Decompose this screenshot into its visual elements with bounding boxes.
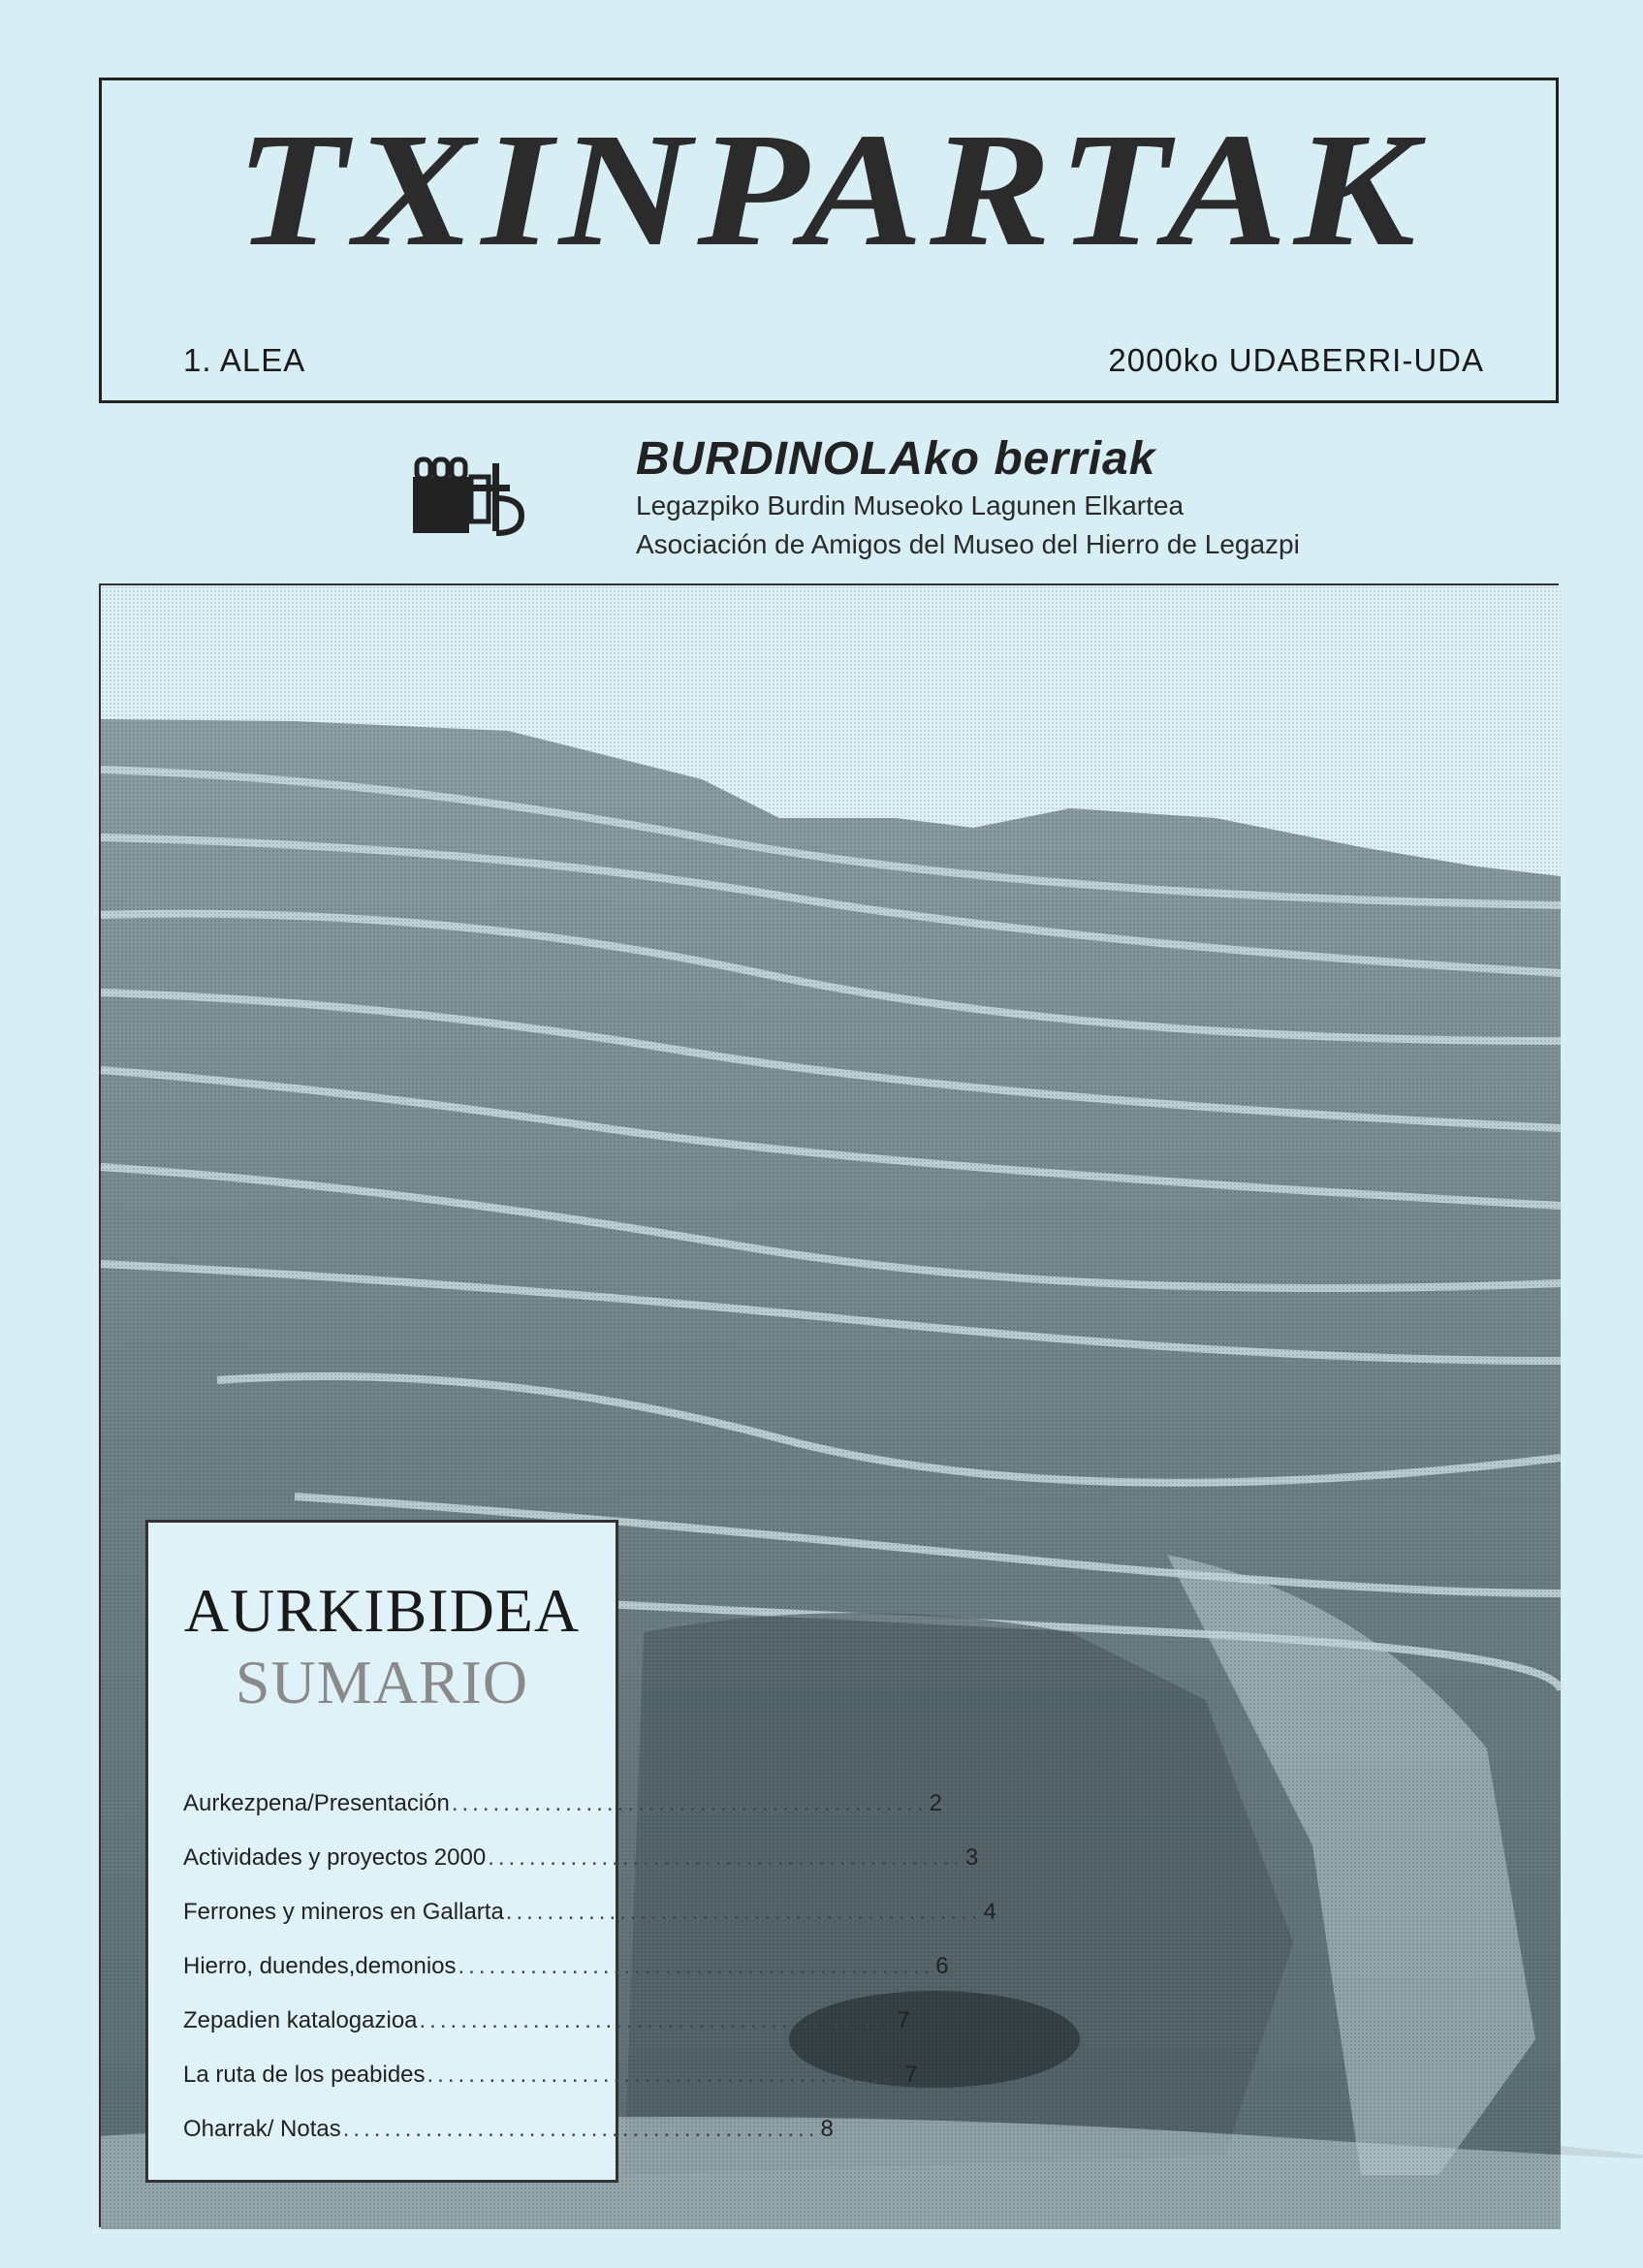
toc-entry — [183, 1939, 949, 1994]
toc-leader-dots: .............................................. — [342, 2116, 819, 2142]
masthead-title: TXINPARTAK — [235, 100, 1423, 280]
toc-entry-page: 7 — [904, 2062, 918, 2088]
association-name-spanish: Asociación de Amigos del Museo del Hierro de Legazpi — [636, 529, 1300, 559]
toc-entry — [183, 2102, 834, 2157]
toc-entry — [183, 2048, 918, 2102]
toc-entry-label: Hierro, duendes,demonios — [183, 1953, 457, 1979]
toc-entry-label: La ruta de los peabides — [183, 2062, 426, 2088]
toc-subtitle: SUMARIO — [235, 1648, 529, 1717]
masthead-box — [99, 78, 1559, 403]
subhead-title: BURDINOLAko berriak — [636, 433, 1156, 485]
toc-entry — [183, 1885, 996, 1939]
toc-entry-label: Oharrak/ Notas — [183, 2116, 341, 2142]
toc-entry-page: 3 — [964, 1844, 979, 1871]
toc-entry-page: 2 — [929, 1790, 942, 1816]
toc-entry-page: 6 — [935, 1953, 949, 1979]
toc-entry — [183, 1831, 979, 1885]
toc-entry-page: 7 — [897, 2007, 910, 2033]
toc-leader-dots: .............................................. — [451, 1790, 928, 1816]
issue-number: 1. ALEA — [183, 342, 306, 378]
toc-list — [183, 1777, 996, 2157]
toc-entry — [183, 1994, 910, 2048]
toc-entry-page: 4 — [983, 1899, 996, 1925]
table-of-contents — [145, 1520, 996, 2183]
toc-entry — [183, 1777, 942, 1831]
association-name-basque: Legazpiko Burdin Museoko Lagunen Elkartea — [636, 490, 1185, 520]
toc-title: AURKIBIDEA — [183, 1576, 581, 1645]
toc-entry-page: 8 — [820, 2116, 834, 2142]
toc-leader-dots: .............................................. — [427, 2062, 903, 2088]
issue-season: 2000ko UDABERRI-UDA — [1108, 342, 1484, 378]
toc-leader-dots: .............................................. — [505, 1899, 982, 1925]
subhead — [636, 432, 1300, 564]
toc-entry-label: Zepadien katalogazioa — [183, 2007, 418, 2033]
toc-leader-dots: .............................................. — [458, 1953, 934, 1979]
toc-entry-label: Aurkezpena/Presentación — [183, 1790, 450, 1816]
toc-entry-label: Actividades y proyectos 2000 — [183, 1844, 487, 1871]
toc-entry-label: Ferrones y mineros en Gallarta — [183, 1899, 504, 1925]
toc-leader-dots: .............................................. — [488, 1844, 964, 1871]
toc-leader-dots: .............................................. — [419, 2007, 896, 2033]
museum-logo-icon — [409, 448, 525, 537]
